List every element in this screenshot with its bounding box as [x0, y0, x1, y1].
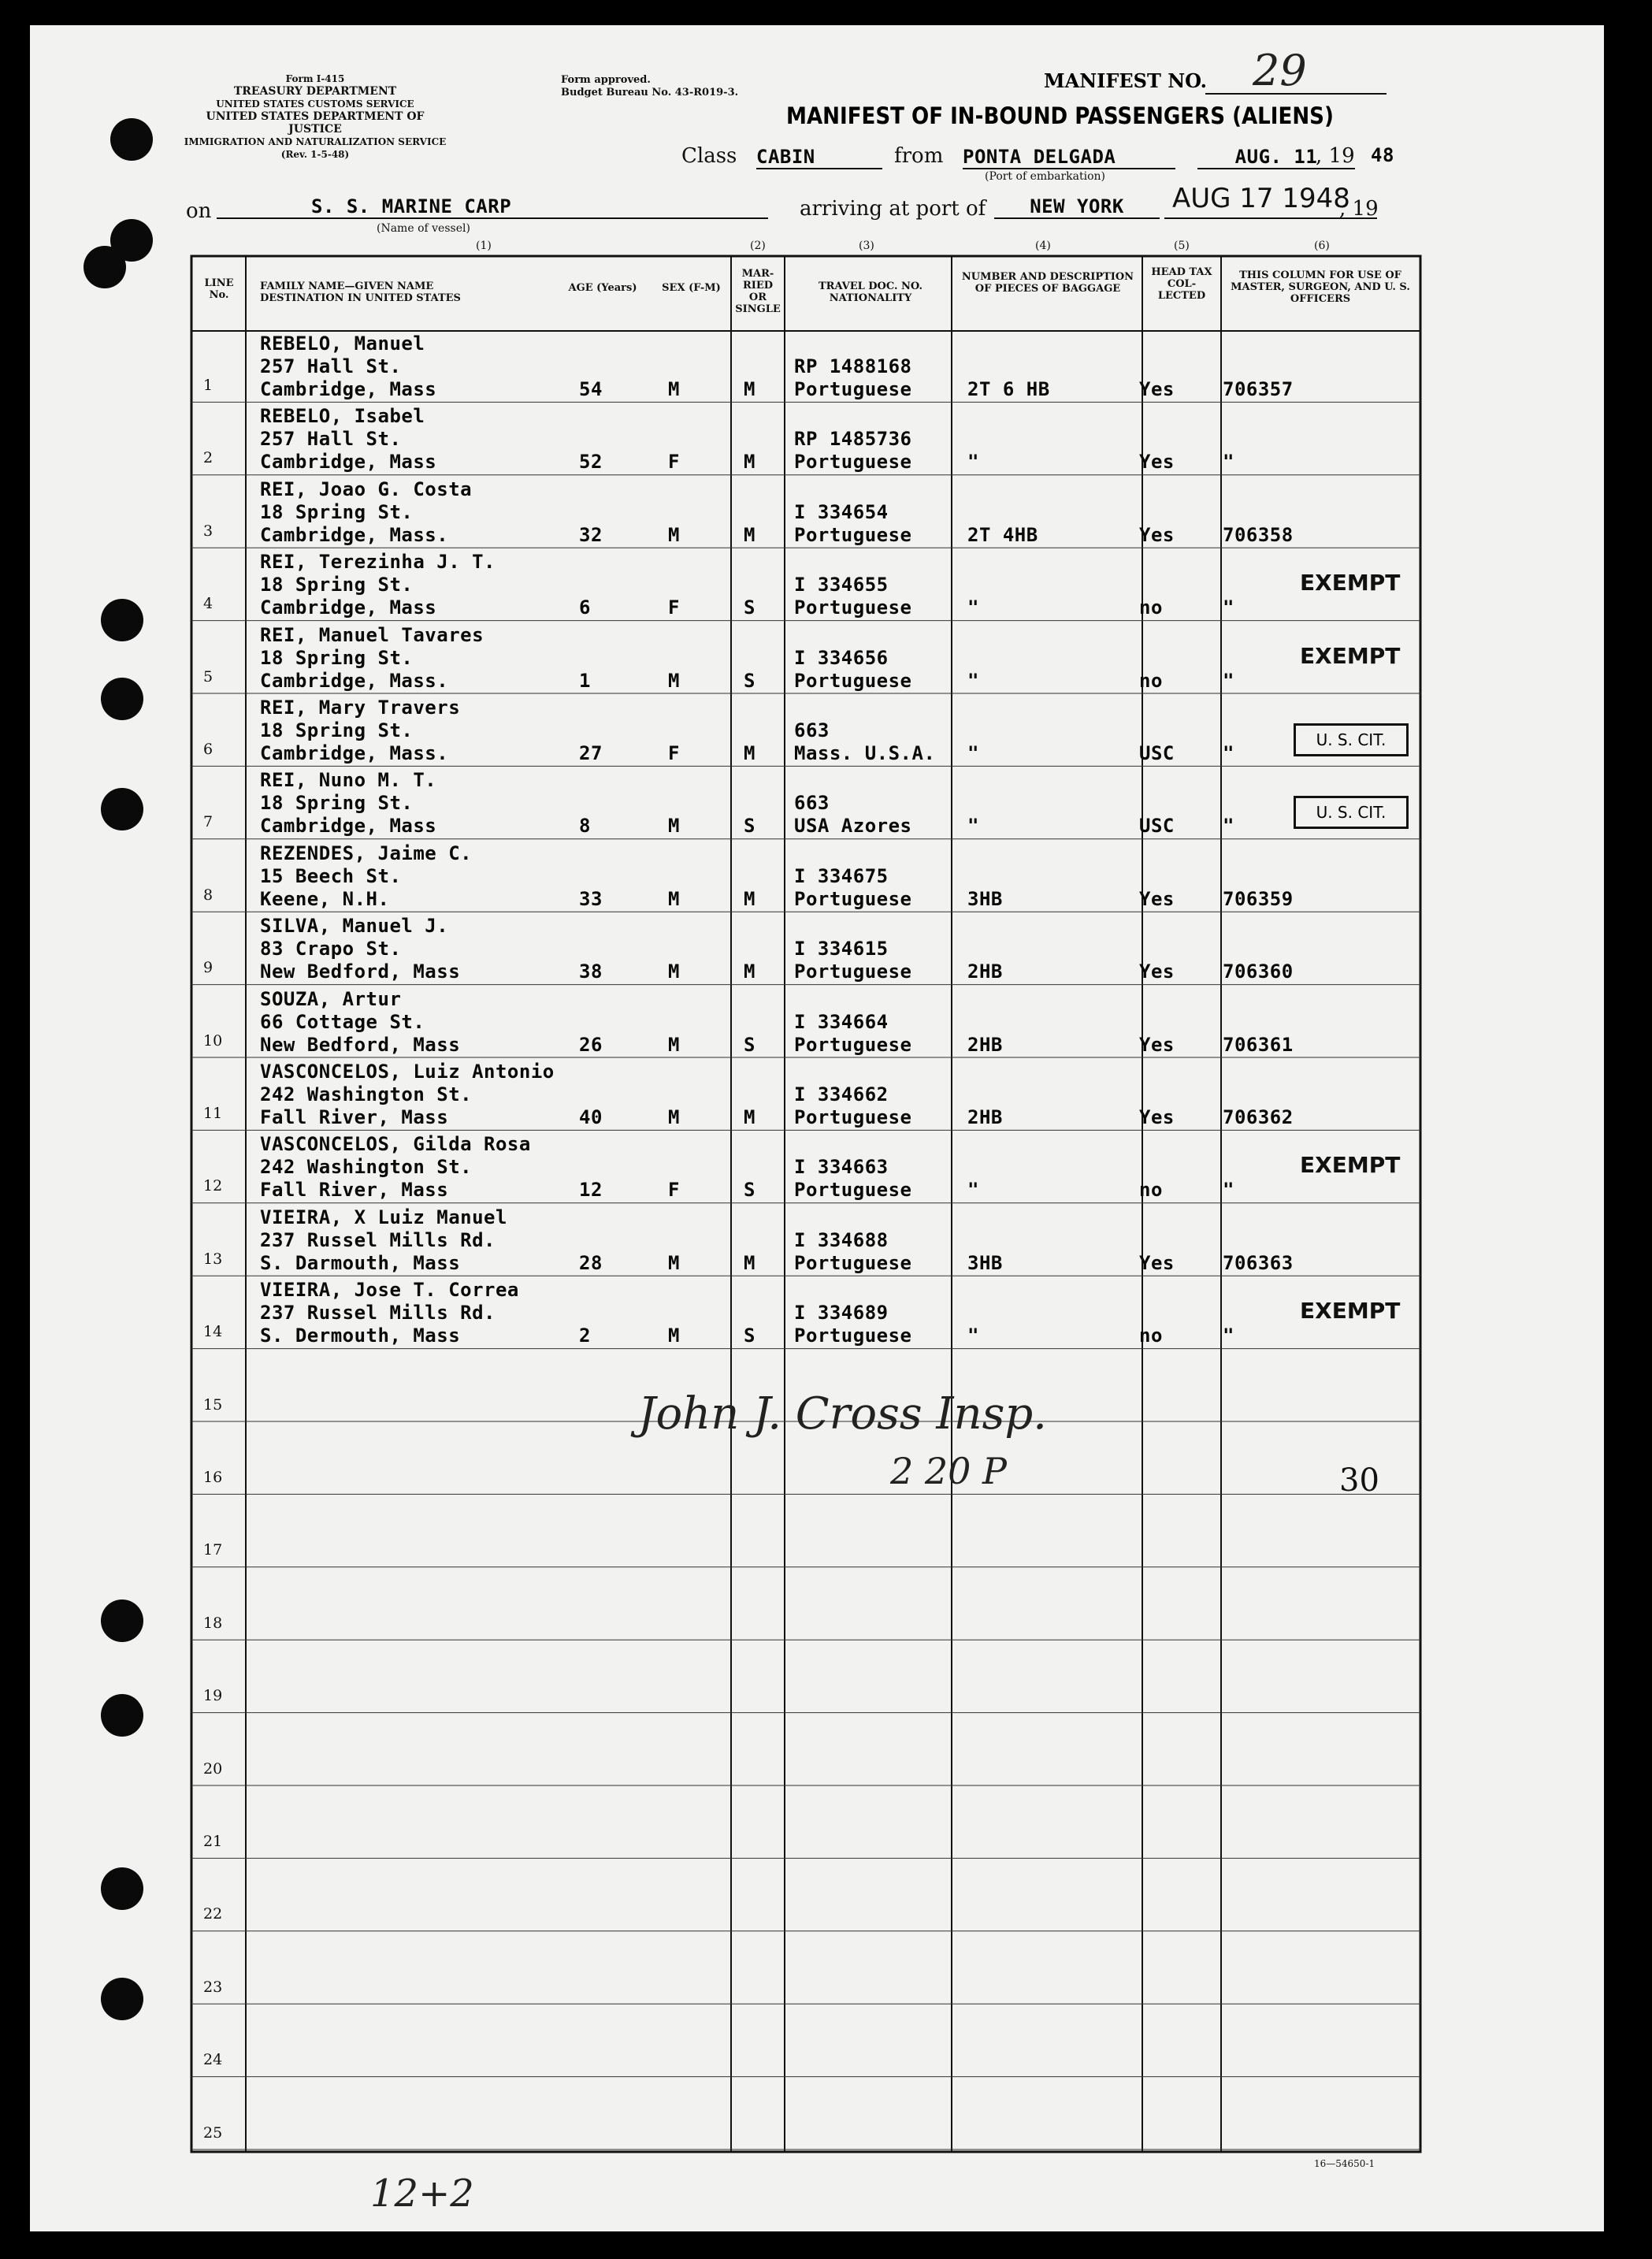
officer-number: 706360	[1223, 960, 1294, 983]
officer-number: 706362	[1223, 1106, 1294, 1128]
passenger-address: 242 Washington St.	[260, 1083, 473, 1105]
col-number: (3)	[859, 240, 874, 252]
passenger-age: 54	[579, 378, 603, 400]
passenger-marital: M	[744, 742, 755, 764]
passenger-city: S. Darmouth, Mass	[260, 1251, 461, 1274]
passenger-marital: M	[744, 1251, 755, 1274]
line-number: 13	[203, 1250, 223, 1268]
passenger-city: Cambridge, Mass.	[260, 742, 449, 764]
form-number: Form I-415	[285, 73, 345, 84]
passenger-marital: S	[744, 669, 755, 692]
passenger-sex: F	[668, 742, 680, 764]
baggage: 2HB	[967, 1033, 1003, 1056]
class-label: Class	[681, 144, 737, 168]
exempt-stamp: EXEMPT	[1300, 1152, 1401, 1179]
travel-doc-no: I 334675	[794, 864, 889, 887]
baggage: 3HB	[967, 887, 1003, 910]
baggage: 3HB	[967, 1251, 1003, 1274]
officer-number: "	[1223, 669, 1234, 692]
line-number: 16	[203, 1469, 223, 1486]
baggage: 2T 4HB	[967, 523, 1038, 546]
line-number: 24	[203, 2051, 223, 2069]
passenger-sex: M	[668, 960, 680, 983]
head-tax: no	[1139, 596, 1163, 619]
line-number: 15	[203, 1395, 223, 1414]
passenger-name: VIEIRA, X Luiz Manuel	[260, 1206, 507, 1228]
line-number: 20	[203, 1759, 223, 1778]
manifest-no-label: MANIFEST NO.	[1044, 69, 1208, 92]
passenger-marital: S	[744, 1179, 755, 1202]
line-number: 12	[203, 1177, 223, 1195]
passenger-name: VASCONCELOS, Gilda Rosa	[260, 1133, 531, 1156]
revision-date: (Rev. 1-5-48)	[280, 149, 350, 160]
passenger-age: 40	[579, 1106, 603, 1128]
line-number: 18	[203, 1614, 223, 1632]
nationality: USA Azores	[794, 815, 912, 838]
line-number: 9	[203, 959, 213, 977]
baggage: "	[967, 742, 979, 764]
passenger-sex: M	[668, 1106, 680, 1128]
passenger-address: 237 Russel Mills Rd.	[260, 1302, 496, 1325]
inspector-signature: John J. Cross Insp.	[638, 1388, 1047, 1440]
passenger-sex: M	[668, 1251, 680, 1274]
exempt-stamp: EXEMPT	[1300, 1298, 1401, 1325]
passenger-marital: M	[744, 378, 755, 400]
head-tax: Yes	[1139, 378, 1175, 400]
col-number: (5)	[1174, 240, 1190, 252]
travel-doc-no: I 334689	[794, 1302, 889, 1325]
travel-doc-no: 663	[794, 792, 830, 815]
baggage: "	[967, 669, 979, 692]
passenger-sex: M	[668, 669, 680, 692]
head-tax: Yes	[1139, 523, 1175, 546]
passenger-name: REBELO, Manuel	[260, 333, 425, 355]
passenger-name: REI, Mary Travers	[260, 697, 461, 719]
officer-number: 706359	[1223, 887, 1294, 910]
passenger-address: 18 Spring St.	[260, 792, 414, 815]
head-tax: USC	[1139, 815, 1175, 838]
baggage: "	[967, 451, 979, 474]
line-number: 2	[203, 449, 213, 467]
travel-doc-no: RP 1488168	[794, 355, 912, 377]
passenger-city: New Bedford, Mass	[260, 960, 461, 983]
officer-number: 706363	[1223, 1251, 1294, 1274]
baggage: "	[967, 815, 979, 838]
arrival-date-stamp: AUG 17 1948	[1172, 183, 1350, 214]
line-number: 10	[203, 1031, 223, 1050]
col-header-age: AGE (Years)	[568, 282, 637, 294]
passenger-sex: F	[668, 451, 680, 474]
passenger-sex: F	[668, 1179, 680, 1202]
head-tax: Yes	[1139, 1033, 1175, 1056]
line-number: 5	[203, 667, 213, 686]
passenger-sex: M	[668, 887, 680, 910]
col-header-name: FAMILY NAME—GIVEN NAME DESTINATION IN UNITED STATES	[260, 281, 461, 304]
nationality: Portuguese	[794, 1033, 912, 1056]
citizen-stamp: U. S. CIT.	[1294, 723, 1409, 756]
nationality: Portuguese	[794, 451, 912, 474]
line-number: 25	[203, 2123, 223, 2142]
baggage: 2T 6 HB	[967, 378, 1050, 400]
passenger-age: 33	[579, 887, 603, 910]
from-label: from	[894, 144, 944, 168]
col-header-officers: THIS COLUMN FOR USE OF MASTER, SURGEON, AND U. S. OFFICERS	[1231, 269, 1410, 305]
officer-number: "	[1223, 742, 1234, 764]
line-number: 11	[203, 1105, 223, 1122]
head-tax: Yes	[1139, 1106, 1175, 1128]
passenger-name: SOUZA, Artur	[260, 987, 402, 1010]
travel-doc-no: I 334615	[794, 938, 889, 960]
passenger-address: 66 Cottage St.	[260, 1010, 425, 1033]
line-number: 19	[203, 1687, 223, 1705]
nationality: Portuguese	[794, 596, 912, 619]
travel-doc-no: I 334654	[794, 500, 889, 523]
line-number: 6	[203, 741, 213, 758]
travel-doc-no: I 334655	[794, 574, 889, 596]
baggage: "	[967, 596, 979, 619]
customs-service: UNITED STATES CUSTOMS SERVICE	[216, 98, 414, 110]
passenger-sex: M	[668, 378, 680, 400]
passenger-address: 18 Spring St.	[260, 500, 414, 523]
passenger-age: 52	[579, 451, 603, 474]
passenger-city: Cambridge, Mass	[260, 596, 437, 619]
passenger-address: 83 Crapo St.	[260, 938, 402, 960]
col-header-married: MAR-RIED OR SINGLE	[735, 268, 781, 315]
nationality: Portuguese	[794, 887, 912, 910]
line-number: 4	[203, 595, 213, 613]
passenger-marital: M	[744, 1106, 755, 1128]
passenger-name: REI, Terezinha J. T.	[260, 551, 496, 574]
baggage: "	[967, 1325, 979, 1347]
nationality: Portuguese	[794, 669, 912, 692]
manifest-no-value: 29	[1253, 46, 1307, 95]
inspector-signature-line2: 2 20 P	[890, 1450, 1007, 1492]
passenger-age: 28	[579, 1251, 603, 1274]
officer-number: "	[1223, 1325, 1234, 1347]
passenger-marital: M	[744, 960, 755, 983]
line-number: 1	[203, 377, 213, 394]
passenger-marital: M	[744, 523, 755, 546]
travel-doc-no: I 334688	[794, 1228, 889, 1251]
passenger-city: Cambridge, Mass.	[260, 669, 449, 692]
class-value: CABIN	[756, 146, 882, 169]
col-header-head-tax: HEAD TAX COL-LECTED	[1151, 266, 1212, 302]
passenger-city: Cambridge, Mass.	[260, 523, 449, 546]
passenger-city: S. Dermouth, Mass	[260, 1325, 461, 1347]
passenger-age: 8	[579, 815, 591, 838]
travel-doc-no: 663	[794, 719, 830, 741]
head-tax: Yes	[1139, 451, 1175, 474]
passenger-sex: M	[668, 1325, 680, 1347]
line-number: 3	[203, 522, 213, 540]
justice-dept: UNITED STATES DEPARTMENT OF JUSTICE	[206, 110, 425, 136]
baggage: "	[967, 1179, 979, 1202]
passenger-name: VIEIRA, Jose T. Correa	[260, 1279, 519, 1302]
col-number: (1)	[476, 240, 492, 252]
budget-bureau: Budget Bureau No. 43-R019-3.	[561, 87, 739, 98]
passenger-marital: S	[744, 1325, 755, 1347]
baggage: 2HB	[967, 960, 1003, 983]
passenger-city: Cambridge, Mass	[260, 815, 437, 838]
passenger-name: REI, Joao G. Costa	[260, 477, 473, 500]
ins-service: IMMIGRATION AND NATURALIZATION SERVICE	[184, 136, 447, 147]
passenger-marital: S	[744, 815, 755, 838]
travel-doc-no: RP 1485736	[794, 428, 912, 451]
passenger-sex: M	[668, 523, 680, 546]
exempt-stamp: EXEMPT	[1300, 642, 1401, 669]
passenger-age: 26	[579, 1033, 603, 1056]
col-header-sex: SEX (F-M)	[662, 282, 721, 294]
embark-year: 48	[1371, 144, 1394, 166]
passenger-city: Cambridge, Mass	[260, 378, 437, 400]
passenger-name: REZENDES, Jaime C.	[260, 842, 473, 864]
passenger-age: 1	[579, 669, 591, 692]
passenger-marital: M	[744, 451, 755, 474]
citizen-stamp: U. S. CIT.	[1294, 796, 1409, 829]
nationality: Mass. U.S.A.	[794, 742, 936, 764]
nationality: Portuguese	[794, 378, 912, 400]
exempt-stamp: EXEMPT	[1300, 570, 1401, 596]
head-tax: USC	[1139, 742, 1175, 764]
line-number: 22	[203, 1905, 223, 1923]
col-header-line-no: LINE No.	[204, 277, 234, 301]
passenger-city: Cambridge, Mass	[260, 451, 437, 474]
vessel-note: (Name of vessel)	[377, 222, 470, 235]
passenger-sex: M	[668, 1033, 680, 1056]
passenger-address: 18 Spring St.	[260, 574, 414, 596]
col-number: (6)	[1314, 240, 1330, 252]
line-number: 7	[203, 813, 213, 831]
arrival-port: NEW YORK	[994, 195, 1160, 219]
passenger-name: VASCONCELOS, Luiz Antonio	[260, 1061, 555, 1083]
officer-number: 706357	[1223, 378, 1294, 400]
officer-number: "	[1223, 451, 1234, 474]
travel-doc-no: I 334663	[794, 1156, 889, 1179]
passenger-age: 6	[579, 596, 591, 619]
passenger-name: REI, Nuno M. T.	[260, 769, 437, 792]
col-number: (2)	[750, 240, 766, 252]
col-header-baggage: NUMBER AND DESCRIPTION OF PIECES OF BAGGAGE	[961, 271, 1134, 295]
manifest-title: MANIFEST OF IN-BOUND PASSENGERS (ALIENS)	[786, 102, 1334, 129]
embark-note: (Port of embarkation)	[985, 170, 1105, 183]
passenger-sex: F	[668, 596, 680, 619]
passenger-marital: M	[744, 887, 755, 910]
passenger-age: 12	[579, 1179, 603, 1202]
bottom-handwritten-count: 12+2	[370, 2172, 474, 2216]
form-approved: Form approved.	[561, 74, 651, 86]
treasury-dept: TREASURY DEPARTMENT	[233, 85, 397, 98]
passenger-address: 18 Spring St.	[260, 719, 414, 741]
line-number: 21	[203, 1833, 223, 1850]
passenger-address: 257 Hall St.	[260, 355, 402, 377]
officer-number: 706358	[1223, 523, 1294, 546]
nationality: Portuguese	[794, 1179, 912, 1202]
line-number: 8	[203, 886, 213, 904]
passenger-city: New Bedford, Mass	[260, 1033, 461, 1056]
on-label: on	[186, 199, 212, 223]
footer-code: 16—54650-1	[1314, 2158, 1375, 2169]
passenger-address: 15 Beech St.	[260, 864, 402, 887]
passenger-address: 18 Spring St.	[260, 646, 414, 669]
travel-doc-no: I 334664	[794, 1010, 889, 1033]
nationality: Portuguese	[794, 1251, 912, 1274]
head-tax: Yes	[1139, 887, 1175, 910]
nationality: Portuguese	[794, 1325, 912, 1347]
col-number: (4)	[1035, 240, 1051, 252]
head-tax: no	[1139, 1325, 1163, 1347]
passenger-city: Fall River, Mass	[260, 1106, 449, 1128]
passenger-name: SILVA, Manuel J.	[260, 915, 449, 938]
officer-number: 706361	[1223, 1033, 1294, 1056]
embark-port: PONTA DELGADA	[963, 146, 1175, 169]
vessel-name: S. S. MARINE CARP	[217, 195, 768, 219]
nationality: Portuguese	[794, 523, 912, 546]
travel-doc-no: I 334662	[794, 1083, 889, 1105]
page-count: 30	[1339, 1462, 1379, 1499]
baggage: 2HB	[967, 1106, 1003, 1128]
passenger-marital: S	[744, 1033, 755, 1056]
passenger-address: 237 Russel Mills Rd.	[260, 1228, 496, 1251]
arrival-year-label: , 19	[1339, 197, 1379, 221]
head-tax: Yes	[1139, 960, 1175, 983]
arriving-label: arriving at port of	[800, 197, 986, 221]
passenger-age: 32	[579, 523, 603, 546]
line-number: 17	[203, 1541, 223, 1559]
head-tax: Yes	[1139, 1251, 1175, 1274]
passenger-name: REI, Manuel Tavares	[260, 623, 484, 646]
passenger-address: 242 Washington St.	[260, 1156, 473, 1179]
passenger-sex: M	[668, 815, 680, 838]
passenger-marital: S	[744, 596, 755, 619]
nationality: Portuguese	[794, 960, 912, 983]
passenger-age: 27	[579, 742, 603, 764]
line-number: 14	[203, 1323, 223, 1341]
nationality: Portuguese	[794, 1106, 912, 1128]
officer-number: "	[1223, 1179, 1234, 1202]
officer-number: "	[1223, 815, 1234, 838]
line-number: 23	[203, 1978, 223, 1996]
col-header-travel-doc: TRAVEL DOC. NO. NATIONALITY	[818, 281, 923, 304]
embark-year-label: , 19	[1316, 144, 1355, 168]
head-tax: no	[1139, 1179, 1163, 1202]
passenger-age: 2	[579, 1325, 591, 1347]
head-tax: no	[1139, 669, 1163, 692]
travel-doc-no: I 334656	[794, 646, 889, 669]
passenger-age: 38	[579, 960, 603, 983]
passenger-city: Keene, N.H.	[260, 887, 390, 910]
passenger-name: REBELO, Isabel	[260, 405, 425, 428]
embark-date: AUG. 11	[1197, 146, 1355, 169]
officer-number: "	[1223, 596, 1234, 619]
passenger-address: 257 Hall St.	[260, 428, 402, 451]
passenger-city: Fall River, Mass	[260, 1179, 449, 1202]
